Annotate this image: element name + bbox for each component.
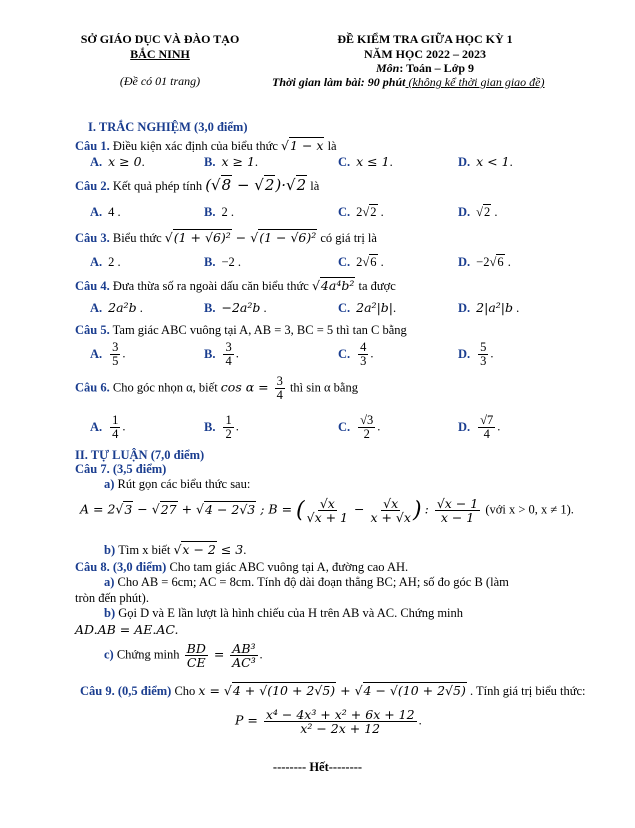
q8a-cont: tròn đến phút). [75,591,149,605]
q3-option-c: C. 2√6 . [338,255,384,269]
q4-option-b: B. −2a²b . [204,300,267,315]
part2-title: II. TỰ LUẬN (7,0 điểm) [75,448,205,462]
q7a: a) Rút gọn các biểu thức sau: [104,477,251,491]
q8c: c) Chứng minh $\frac{BD}{CE}$ = $\frac{\text{AB³}}{\text{AC³}}$ . [104,641,263,671]
q7a-expression: A = 2√3 − √27 + √4 − 2√3 ; B = ( $\frac{√x}{√x + 1}$ − $\frac{√x}{x + √x}$ ) : $\frac{√x - 1}{x - 1}$ (với x > 0, x ≠ 1). [80,496,574,526]
q2-option-c: C. 2√2 . [338,205,384,219]
q1-option-d: D. x < 1. [458,154,513,169]
question-2: Câu 2. Kết quả phép tính (√8 − √2)·√2 là [75,176,320,194]
q8: Câu 8. (3,0 điểm) Cho tam giác ABC vuông tại A, đường cao AH. [75,560,409,574]
dept-line2: BẮC NINH [130,47,190,61]
q1-option-c: C. x ≤ 1. [338,154,393,169]
school-year: NĂM HỌC 2022 – 2023 [364,47,486,61]
q3-option-d: D. −2√6 . [458,255,511,269]
q5-option-c: C. $\frac{4}{3}$ . [338,340,374,369]
q4-option-a: A. 2a²b . [90,300,143,315]
q1-option-a: A. x ≥ 0. [90,154,145,169]
question-5: Câu 5. Tam giác ABC vuông tại A, AB = 3, BC = 5 thì tan C bằng [75,323,407,337]
end-marker: -------- Hết-------- [272,760,363,774]
exam-title: ĐỀ KIỂM TRA GIỮA HỌC KỲ 1 [337,32,513,46]
q4-option-d: D. 2|a²|b . [458,300,520,315]
part1-title: I. TRẮC NGHIỆM (3,0 điểm) [88,120,248,134]
question-3: Câu 3. Biểu thức √(1 + √6)² − √(1 − √6)² có giá trị là [75,230,377,245]
q7b: b) Tìm x biết √x − 2 ≤ 3. [104,542,247,557]
q7-label: Câu 7. (3,5 điểm) [75,462,167,476]
q5-option-d: D. $\frac{5}{3}$ . [458,340,494,369]
q2-option-d: D. √2 . [458,205,498,219]
q9-expression: P = $\frac{\text{x⁴ − 4x³ + x² + 6x + 12}}{\text{x² − 2x + 12}}$ . [235,707,422,737]
question-4: Câu 4. Đưa thừa số ra ngoài dấu căn biểu thức √4a⁴b² ta được [75,278,396,293]
q6-option-c: C. $\frac{√3}{2}$ . [338,413,381,442]
q5-option-a: A. $\frac{3}{5}$ . [90,340,126,369]
q6-option-b: B. $\frac{1}{2}$ . [204,413,239,442]
subject-line: Môn: Toán – Lớp 9 [375,61,475,75]
q9: Câu 9. (0,5 điểm) Cho x = √4 + √(10 + 2√5) + √4 − √(10 + 2√5) . Tính giá trị biểu thức: [80,683,586,698]
page-note: (Đề có 01 trang) [119,74,201,88]
q4-option-c: C. 2a²|b|. [338,300,397,315]
q6-option-a: A. $\frac{1}{4}$ . [90,413,126,442]
q8b: b) Gọi D và E lần lượt là hình chiếu của H trên AB và AC. Chứng minh [104,606,464,620]
dept-line1: SỞ GIÁO DỤC VÀ ĐÀO TẠO [80,32,240,46]
q5-option-b: B. $\frac{3}{4}$ . [204,340,239,369]
q3-option-a: A. 2 . [90,255,121,269]
q2-option-a: A. 4 . [90,205,121,219]
q3-option-b: B. −2 . [204,255,242,269]
question-6: Câu 6. Cho góc nhọn α, biết cos α = $\frac{3}{4}$ thì sin α bằng [75,374,358,403]
q2-option-b: B. 2 . [204,205,234,219]
q8a: a) Cho AB = 6cm; AC = 8cm. Tính độ dài đoạn thẳng BC; AH; số đo góc B (làm [104,575,509,589]
question-1: Câu 1. Điều kiện xác định của biểu thức √1 − x là [75,138,337,153]
q1-option-b: B. x ≥ 1. [204,154,259,169]
q6-option-d: D. $\frac{√7}{4}$ . [458,413,501,442]
q8b-cont: AD.AB = AE.AC. [75,622,179,637]
time-line: Thời gian làm bài: 90 phút (không kể thời gian giao đề) [272,75,545,89]
